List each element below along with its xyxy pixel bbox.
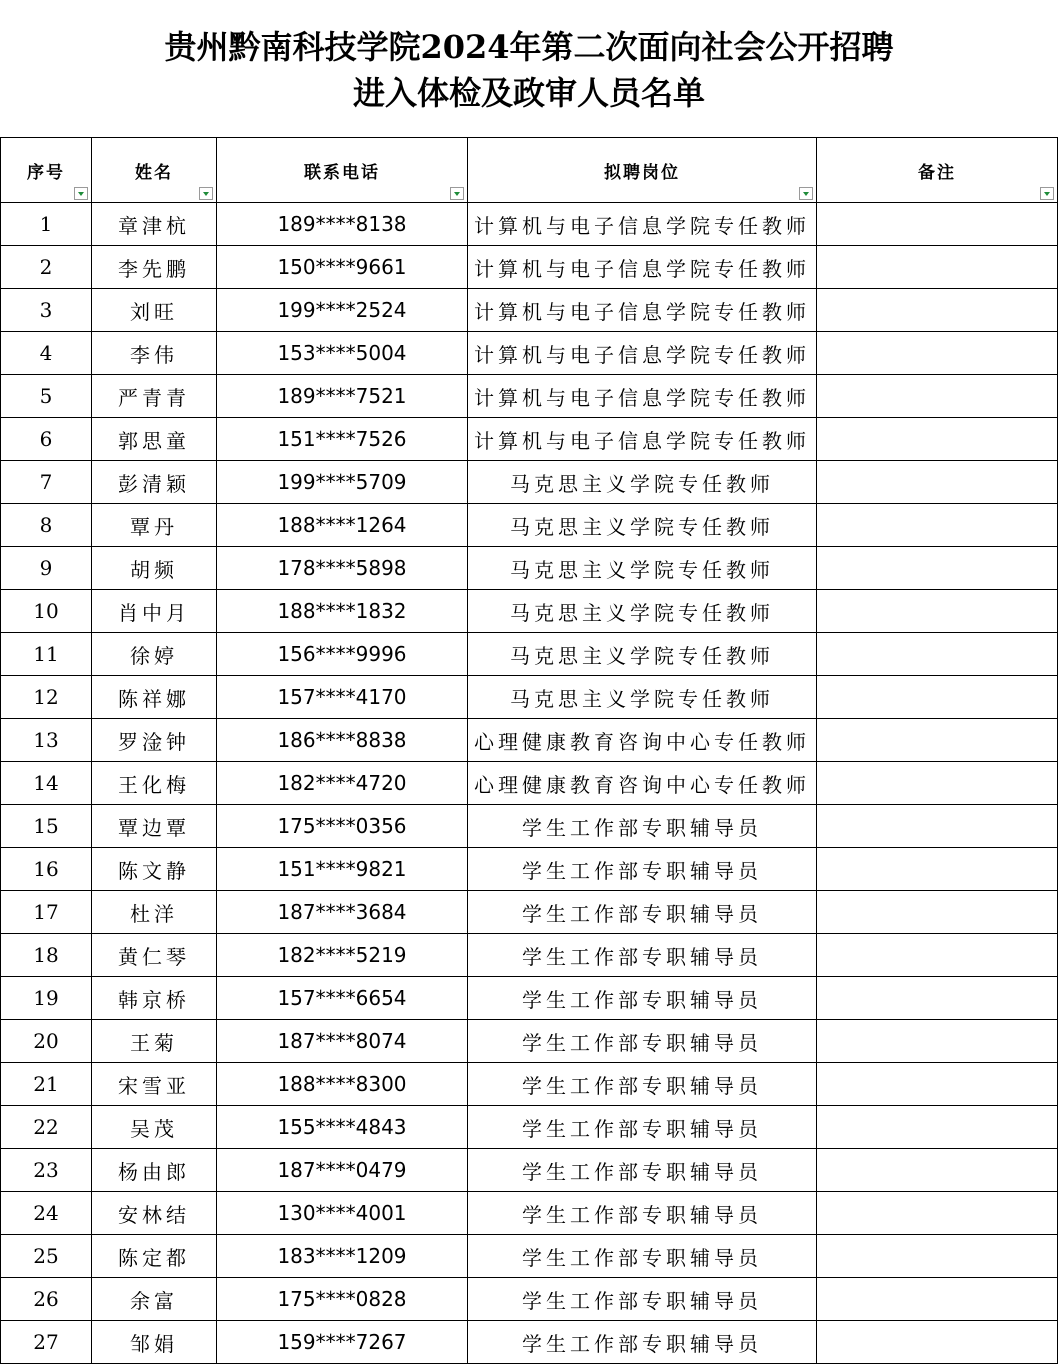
table-row (1, 633, 1058, 676)
cell-post[interactable]: 学生工作部专职辅导员 (468, 805, 817, 848)
cell-note[interactable] (817, 375, 1058, 418)
cell-post[interactable]: 马克思主义学院专任教师 (468, 461, 817, 504)
cell-index[interactable]: 26 (1, 1278, 92, 1321)
cell-index[interactable]: 17 (1, 891, 92, 934)
table-row (1, 977, 1058, 1020)
cell-post[interactable]: 计算机与电子信息学院专任教师 (468, 203, 817, 246)
cell-note[interactable] (817, 977, 1058, 1020)
cell-note[interactable] (817, 289, 1058, 332)
cell-phone[interactable]: 187****3684 (217, 891, 468, 934)
table-row (1, 762, 1058, 805)
cell-phone[interactable]: 178****5898 (217, 547, 468, 590)
cell-post[interactable]: 计算机与电子信息学院专任教师 (468, 246, 817, 289)
cell-phone[interactable]: 175****0356 (217, 805, 468, 848)
cell-index[interactable]: 2 (1, 246, 92, 289)
cell-post[interactable]: 马克思主义学院专任教师 (468, 590, 817, 633)
cell-post[interactable]: 计算机与电子信息学院专任教师 (468, 289, 817, 332)
cell-phone[interactable]: 188****1832 (217, 590, 468, 633)
cell-note[interactable] (817, 891, 1058, 934)
title-line-2: 进入体检及政审人员名单 (352, 73, 705, 112)
table-row (1, 504, 1058, 547)
cell-post[interactable]: 学生工作部专职辅导员 (468, 891, 817, 934)
table-row (1, 848, 1058, 891)
cell-index[interactable]: 5 (1, 375, 92, 418)
cell-post[interactable]: 学生工作部专职辅导员 (468, 1020, 817, 1063)
cell-note[interactable] (817, 1149, 1058, 1192)
cell-phone[interactable]: 175****0828 (217, 1278, 468, 1321)
table-row (1, 289, 1058, 332)
cell-phone[interactable]: 199****5709 (217, 461, 468, 504)
cell-note[interactable] (817, 719, 1058, 762)
filter-dropdown-icon[interactable] (799, 187, 813, 200)
filter-dropdown-icon[interactable] (450, 187, 464, 200)
cell-post[interactable]: 马克思主义学院专任教师 (468, 547, 817, 590)
table-row (1, 375, 1058, 418)
cell-post[interactable]: 学生工作部专职辅导员 (468, 1235, 817, 1278)
cell-name[interactable]: 宋雪亚 (92, 1063, 217, 1106)
cell-post[interactable]: 学生工作部专职辅导员 (468, 977, 817, 1020)
header-note-cell (817, 138, 1058, 203)
cell-post[interactable]: 心理健康教育咨询中心专任教师 (468, 762, 817, 805)
cell-note[interactable] (817, 848, 1058, 891)
table-row (1, 1020, 1058, 1063)
cell-note[interactable] (817, 1020, 1058, 1063)
cell-name[interactable]: 罗淦钟 (92, 719, 217, 762)
cell-name[interactable]: 邹娟 (92, 1321, 217, 1364)
header-phone-label: 联系电话 (304, 162, 380, 183)
cell-post[interactable]: 学生工作部专职辅导员 (468, 848, 817, 891)
cell-index[interactable]: 1 (1, 203, 92, 246)
filter-dropdown-icon[interactable] (74, 187, 88, 200)
cell-note[interactable] (817, 246, 1058, 289)
table-body (1, 203, 1058, 1364)
cell-index[interactable]: 18 (1, 934, 92, 977)
table-row (1, 461, 1058, 504)
cell-phone[interactable]: 155****4843 (217, 1106, 468, 1149)
cell-post[interactable]: 马克思主义学院专任教师 (468, 633, 817, 676)
cell-phone[interactable]: 183****1209 (217, 1235, 468, 1278)
cell-note[interactable] (817, 504, 1058, 547)
cell-index[interactable]: 20 (1, 1020, 92, 1063)
cell-name[interactable]: 胡频 (92, 547, 217, 590)
table-row (1, 1106, 1058, 1149)
cell-name[interactable]: 章津杭 (92, 203, 217, 246)
cell-note[interactable] (817, 332, 1058, 375)
cell-post[interactable]: 心理健康教育咨询中心专任教师 (468, 719, 817, 762)
table-row (1, 203, 1058, 246)
cell-note[interactable] (817, 805, 1058, 848)
document-title (0, 0, 1058, 138)
table-row (1, 1321, 1058, 1364)
table-row (1, 719, 1058, 762)
table-row (1, 934, 1058, 977)
cell-name[interactable]: 杜洋 (92, 891, 217, 934)
cell-phone[interactable]: 151****9821 (217, 848, 468, 891)
cell-index[interactable]: 7 (1, 461, 92, 504)
table-row (1, 1278, 1058, 1321)
cell-index[interactable]: 8 (1, 504, 92, 547)
cell-phone[interactable]: 199****2524 (217, 289, 468, 332)
cell-index[interactable]: 6 (1, 418, 92, 461)
cell-name[interactable]: 王菊 (92, 1020, 217, 1063)
table-header-row (1, 138, 1058, 203)
cell-post[interactable]: 马克思主义学院专任教师 (468, 676, 817, 719)
cell-post[interactable]: 学生工作部专职辅导员 (468, 1063, 817, 1106)
cell-phone[interactable]: 186****8838 (217, 719, 468, 762)
cell-name[interactable]: 李先鹏 (92, 246, 217, 289)
table-row (1, 1063, 1058, 1106)
cell-post[interactable]: 学生工作部专职辅导员 (468, 1192, 817, 1235)
cell-index[interactable]: 21 (1, 1063, 92, 1106)
table-row (1, 676, 1058, 719)
cell-index[interactable]: 27 (1, 1321, 92, 1364)
table-row (1, 1149, 1058, 1192)
cell-index[interactable]: 13 (1, 719, 92, 762)
cell-name[interactable]: 郭思童 (92, 418, 217, 461)
table-row (1, 1192, 1058, 1235)
cell-note[interactable] (817, 934, 1058, 977)
cell-note[interactable] (817, 1235, 1058, 1278)
table-row (1, 332, 1058, 375)
filter-dropdown-icon[interactable] (1040, 187, 1054, 200)
cell-note[interactable] (817, 1063, 1058, 1106)
header-index-label: 序号 (27, 162, 65, 183)
cell-phone[interactable]: 182****4720 (217, 762, 468, 805)
header-post-label: 拟聘岗位 (604, 162, 680, 183)
cell-phone[interactable]: 150****9661 (217, 246, 468, 289)
cell-note[interactable] (817, 762, 1058, 805)
cell-phone[interactable]: 187****0479 (217, 1149, 468, 1192)
cell-note[interactable] (817, 1321, 1058, 1364)
cell-index[interactable]: 3 (1, 289, 92, 332)
cell-phone[interactable]: 153****5004 (217, 332, 468, 375)
cell-name[interactable]: 覃丹 (92, 504, 217, 547)
cell-name[interactable]: 覃边覃 (92, 805, 217, 848)
header-name-label: 姓名 (135, 162, 173, 183)
cell-phone[interactable]: 130****4001 (217, 1192, 468, 1235)
cell-post[interactable]: 学生工作部专职辅导员 (468, 1106, 817, 1149)
cell-note[interactable] (817, 418, 1058, 461)
cell-name[interactable]: 刘旺 (92, 289, 217, 332)
cell-phone[interactable]: 187****8074 (217, 1020, 468, 1063)
header-note-label: 备注 (918, 162, 956, 183)
cell-phone[interactable]: 188****1264 (217, 504, 468, 547)
cell-name[interactable]: 杨由郎 (92, 1149, 217, 1192)
cell-post[interactable]: 学生工作部专职辅导员 (468, 1278, 817, 1321)
cell-phone[interactable]: 157****4170 (217, 676, 468, 719)
cell-index[interactable]: 14 (1, 762, 92, 805)
cell-index[interactable]: 9 (1, 547, 92, 590)
cell-phone[interactable]: 188****8300 (217, 1063, 468, 1106)
cell-name[interactable]: 黄仁琴 (92, 934, 217, 977)
cell-phone[interactable]: 156****9996 (217, 633, 468, 676)
cell-note[interactable] (817, 633, 1058, 676)
header-index-cell (1, 138, 92, 203)
cell-name[interactable]: 王化梅 (92, 762, 217, 805)
cell-post[interactable]: 学生工作部专职辅导员 (468, 1321, 817, 1364)
cell-name[interactable]: 吴茂 (92, 1106, 217, 1149)
header-name-cell (92, 138, 217, 203)
header-post-cell (468, 138, 817, 203)
header-phone-cell (217, 138, 468, 203)
cell-name[interactable]: 陈文静 (92, 848, 217, 891)
cell-note[interactable] (817, 1106, 1058, 1149)
cell-note[interactable] (817, 590, 1058, 633)
cell-index[interactable]: 15 (1, 805, 92, 848)
cell-note[interactable] (817, 461, 1058, 504)
cell-name[interactable]: 彭清颖 (92, 461, 217, 504)
cell-index[interactable]: 19 (1, 977, 92, 1020)
title-line-1: 贵州黔南科技学院2024年第二次面向社会公开招聘 (164, 27, 894, 66)
cell-post[interactable]: 学生工作部专职辅导员 (468, 934, 817, 977)
cell-index[interactable]: 23 (1, 1149, 92, 1192)
cell-post[interactable]: 马克思主义学院专任教师 (468, 504, 817, 547)
cell-index[interactable]: 25 (1, 1235, 92, 1278)
cell-phone[interactable]: 157****6654 (217, 977, 468, 1020)
cell-phone[interactable]: 151****7526 (217, 418, 468, 461)
cell-name[interactable]: 韩京桥 (92, 977, 217, 1020)
cell-name[interactable]: 陈祥娜 (92, 676, 217, 719)
cell-post[interactable]: 计算机与电子信息学院专任教师 (468, 418, 817, 461)
cell-index[interactable]: 16 (1, 848, 92, 891)
cell-index[interactable]: 4 (1, 332, 92, 375)
cell-index[interactable]: 24 (1, 1192, 92, 1235)
cell-name[interactable]: 严青青 (92, 375, 217, 418)
cell-name[interactable]: 李伟 (92, 332, 217, 375)
filter-dropdown-icon[interactable] (199, 187, 213, 200)
cell-name[interactable]: 安林结 (92, 1192, 217, 1235)
cell-post[interactable]: 计算机与电子信息学院专任教师 (468, 375, 817, 418)
cell-index[interactable]: 22 (1, 1106, 92, 1149)
cell-note[interactable] (817, 1192, 1058, 1235)
cell-phone[interactable]: 189****7521 (217, 375, 468, 418)
table-row (1, 547, 1058, 590)
cell-post[interactable]: 学生工作部专职辅导员 (468, 1149, 817, 1192)
cell-name[interactable]: 徐婷 (92, 633, 217, 676)
cell-note[interactable] (817, 1278, 1058, 1321)
cell-index[interactable]: 10 (1, 590, 92, 633)
table-row (1, 590, 1058, 633)
table-row (1, 418, 1058, 461)
cell-phone[interactable]: 182****5219 (217, 934, 468, 977)
table-row (1, 805, 1058, 848)
personnel-table (0, 137, 1058, 1364)
cell-index[interactable]: 11 (1, 633, 92, 676)
cell-note[interactable] (817, 203, 1058, 246)
table-row (1, 891, 1058, 934)
table-row (1, 246, 1058, 289)
cell-name[interactable]: 肖中月 (92, 590, 217, 633)
cell-name[interactable]: 余富 (92, 1278, 217, 1321)
cell-phone[interactable]: 159****7267 (217, 1321, 468, 1364)
cell-index[interactable]: 12 (1, 676, 92, 719)
cell-name[interactable]: 陈定都 (92, 1235, 217, 1278)
cell-post[interactable]: 计算机与电子信息学院专任教师 (468, 332, 817, 375)
cell-note[interactable] (817, 676, 1058, 719)
table-row (1, 1235, 1058, 1278)
cell-note[interactable] (817, 547, 1058, 590)
cell-phone[interactable]: 189****8138 (217, 203, 468, 246)
